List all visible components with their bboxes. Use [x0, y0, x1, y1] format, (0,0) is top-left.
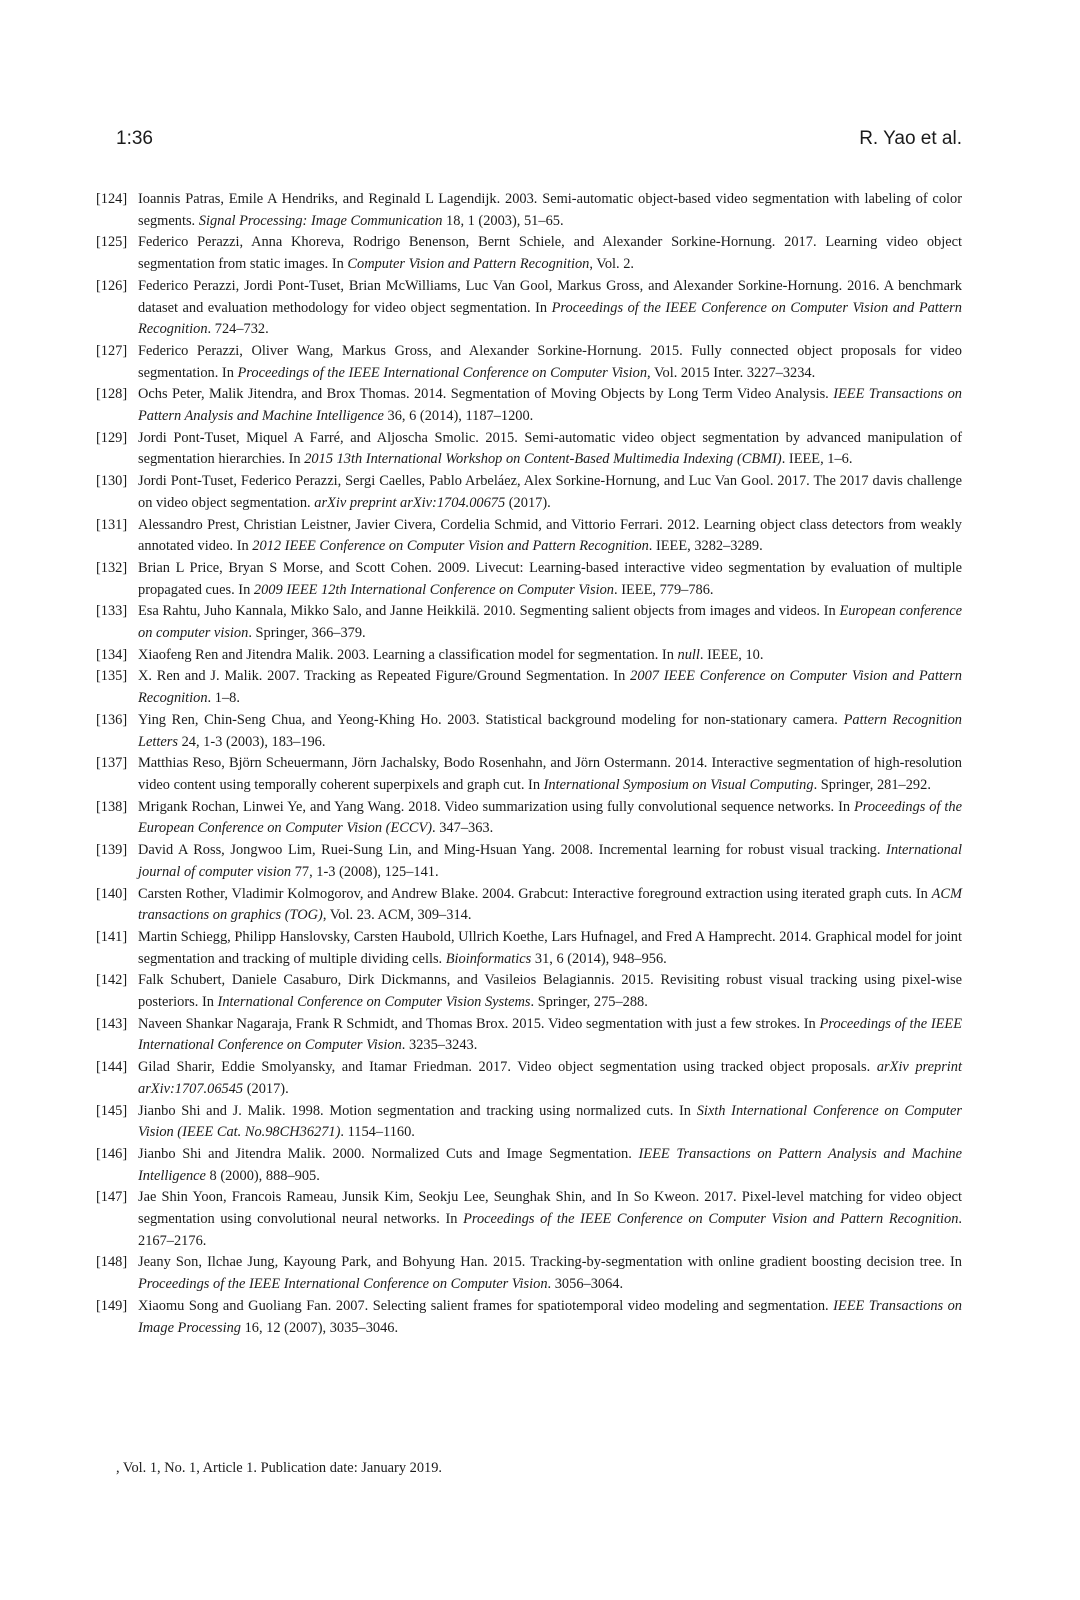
- reference-item: [96, 1144, 962, 1187]
- reference-item: [96, 1187, 962, 1252]
- reference-venue: Proceedings of the IEEE International Conference on Computer Vision: [138, 1276, 548, 1293]
- reference-item: [96, 558, 962, 601]
- reference-venue: 2012 IEEE Conference on Computer Vision and Pattern Recognition: [252, 538, 649, 555]
- reference-text: Jae Shin Yoon, Francois Rameau, Junsik Kim, Seokju Lee, Seunghak Shin, and In So Kweon. 2017. Pixel-level matching for video object segmentation using convolutional neural networks. In: [138, 1189, 962, 1228]
- reference-number: [134]: [96, 646, 128, 663]
- reference-text: Jordi Pont-Tuset, Federico Perazzi, Sergi Caelles, Pablo Arbeláez, Alex Sorkine-Hornung, and Luc Van Gool. 2017. The 2017 davis challenge on video object segmentation.: [138, 473, 962, 511]
- reference-venue: Pattern Recognition Letters: [138, 711, 962, 750]
- reference-number: [139]: [96, 842, 128, 859]
- reference-venue: ACM transactions on graphics (TOG): [138, 885, 962, 924]
- reference-details: . IEEE, 3282–3289.: [648, 538, 763, 555]
- reference-item: [96, 471, 962, 514]
- reference-details: . Springer, 366–379.: [248, 625, 366, 642]
- reference-item: [96, 927, 962, 970]
- reference-venue: IEEE Transactions on Image Processing: [138, 1297, 962, 1336]
- reference-item: [96, 797, 962, 840]
- reference-item: [96, 970, 962, 1013]
- reference-details: . IEEE, 10.: [699, 646, 764, 663]
- reference-text: Ying Ren, Chin-Seng Chua, and Yeong-Khing Ho. 2003. Statistical background modeling for non-stationary camera.: [138, 711, 844, 728]
- reference-details: . 2167–2176.: [138, 1211, 963, 1249]
- reference-venue: Computer Vision and Pattern Recognition: [347, 256, 590, 273]
- reference-number: [132]: [96, 559, 128, 576]
- reference-text: Naveen Shankar Nagaraja, Frank R Schmidt, and Thomas Brox. 2015. Video segmentation with just a few strokes. In: [138, 1015, 820, 1032]
- reference-text: David A Ross, Jongwoo Lim, Ruei-Sung Lin, and Ming-Hsuan Yang. 2008. Incremental learning for robust visual tracking.: [138, 842, 887, 859]
- reference-text: Jeany Son, Ilchae Jung, Kayoung Park, and Bohyung Han. 2015. Tracking-by-segmentation with online gradient boosting decision tree. In: [138, 1254, 962, 1271]
- reference-item: [96, 428, 962, 471]
- reference-number: [144]: [96, 1059, 128, 1076]
- reference-venue: Signal Processing: Image Communication: [198, 212, 443, 229]
- reference-venue: International journal of computer vision: [138, 842, 962, 880]
- reference-venue: 2007 IEEE Conference on Computer Vision and Pattern Recognition: [138, 668, 962, 707]
- reference-venue: European conference on computer vision: [138, 603, 962, 642]
- reference-item: [96, 1057, 962, 1100]
- running-authors: R. Yao et al.: [859, 128, 962, 149]
- reference-number: [135]: [96, 668, 128, 685]
- reference-text: Jianbo Shi and J. Malik. 1998. Motion segmentation and tracking using normalized cuts. In: [138, 1102, 697, 1119]
- reference-number: [140]: [96, 885, 128, 902]
- reference-number: [143]: [96, 1015, 128, 1032]
- reference-item: [96, 1252, 962, 1295]
- reference-text: Matthias Reso, Björn Scheuermann, Jörn Jachalsky, Bodo Rosenhahn, and Jörn Ostermann. 2014. Interactive segmentation of high-resolution video content using temporally coherent superpixels and graph cut. In: [138, 755, 962, 793]
- page-number: 1:36: [116, 128, 153, 149]
- reference-number: [129]: [96, 429, 128, 446]
- reference-item: [96, 384, 962, 427]
- reference-details: . 347–363.: [432, 820, 494, 837]
- reference-item: [96, 189, 962, 232]
- reference-number: [148]: [96, 1254, 128, 1271]
- reference-text: Jianbo Shi and Jitendra Malik. 2000. Normalized Cuts and Image Segmentation.: [138, 1145, 639, 1162]
- reference-details: (2017).: [243, 1080, 289, 1097]
- reference-item: [96, 601, 962, 644]
- reference-venue: Sixth International Conference on Computer Vision (IEEE Cat. No.98CH36271): [138, 1102, 962, 1141]
- reference-venue: Proceedings of the IEEE International Conference on Computer Vision: [237, 364, 648, 381]
- reference-details: . IEEE, 1–6.: [781, 451, 853, 468]
- reference-details: 24, 1-3 (2003), 183–196.: [177, 733, 326, 750]
- reference-item: [96, 840, 962, 883]
- reference-venue: 2015 13th International Workshop on Content-Based Multimedia Indexing (CBMI): [304, 451, 782, 468]
- reference-venue: arXiv preprint arXiv:1707.06545: [138, 1059, 962, 1097]
- reference-item: [96, 1296, 962, 1339]
- reference-number: [131]: [96, 516, 128, 533]
- reference-number: [147]: [96, 1189, 128, 1206]
- reference-text: Ioannis Patras, Emile A Hendriks, and Reginald L Lagendijk. 2003. Semi-automatic object-based video segmentation with labeling of color segments.: [138, 191, 962, 229]
- reference-item: [96, 753, 962, 796]
- reference-text: X. Ren and J. Malik. 2007. Tracking as Repeated Figure/Ground Segmentation. In: [138, 668, 631, 685]
- reference-details: . 3056–3064.: [547, 1276, 624, 1293]
- reference-item: [96, 232, 962, 275]
- reference-number: [128]: [96, 386, 128, 403]
- reference-details: . Springer, 281–292.: [813, 776, 931, 793]
- reference-venue: 2009 IEEE 12th International Conference on Computer Vision: [253, 581, 615, 598]
- reference-number: [138]: [96, 798, 128, 815]
- reference-text: Martin Schiegg, Philipp Hanslovsky, Carsten Haubold, Ullrich Koethe, Lars Hufnagel, and Fred A Hamprecht. 2014. Graphical model for joint segmentation and tracking of multiple dividing cells.: [138, 928, 962, 967]
- reference-text: Esa Rahtu, Juho Kannala, Mikko Salo, and Janne Heikkilä. 2010. Segmenting salient objects from images and videos. In: [138, 603, 840, 620]
- reference-details: . 3235–3243.: [401, 1037, 478, 1054]
- reference-details: 8 (2000), 888–905.: [205, 1167, 320, 1184]
- reference-number: [137]: [96, 755, 128, 772]
- reference-text: Federico Perazzi, Jordi Pont-Tuset, Brian McWilliams, Luc Van Gool, Markus Gross, and Alexander Sorkine-Hornung. 2016. A benchmark dataset and evaluation methodology for video object segmentation. In: [138, 277, 962, 316]
- reference-text: Ochs Peter, Malik Jitendra, and Brox Thomas. 2014. Segmentation of Moving Objects by Long Term Video Analysis.: [138, 386, 834, 403]
- reference-venue: Proceedings of the IEEE Conference on Computer Vision and Pattern Recognition: [463, 1211, 959, 1228]
- reference-details: , Vol. 2.: [589, 256, 635, 273]
- reference-number: [149]: [96, 1297, 128, 1314]
- reference-item: [96, 1101, 962, 1144]
- reference-item: [96, 1014, 962, 1057]
- reference-number: [127]: [96, 342, 128, 359]
- reference-details: 18, 1 (2003), 51–65.: [442, 212, 564, 229]
- reference-text: Carsten Rother, Vladimir Kolmogorov, and Andrew Blake. 2004. Grabcut: Interactive foreground extraction using iterated graph cuts. In: [138, 885, 932, 902]
- reference-venue: Proceedings of the IEEE International Conference on Computer Vision: [138, 1015, 962, 1054]
- reference-details: (2017).: [505, 494, 551, 511]
- reference-details: . IEEE, 779–786.: [614, 581, 714, 598]
- reference-number: [133]: [96, 603, 128, 620]
- reference-details: 16, 12 (2007), 3035–3046.: [240, 1319, 399, 1336]
- reference-details: . Springer, 275–288.: [530, 994, 648, 1011]
- reference-text: Falk Schubert, Daniele Casaburo, Dirk Dickmanns, and Vasileios Belagiannis. 2015. Revisiting robust visual tracking using pixel-wise posteriors. In: [138, 972, 962, 1011]
- reference-number: [146]: [96, 1145, 128, 1162]
- reference-venue: Bioinformatics: [445, 950, 532, 967]
- reference-text: Xiaofeng Ren and Jitendra Malik. 2003. Learning a classification model for segmentation. In: [138, 646, 678, 663]
- reference-venue: arXiv preprint arXiv:1704.00675: [314, 494, 506, 511]
- reference-item: [96, 276, 962, 341]
- reference-text: Federico Perazzi, Oliver Wang, Markus Gross, and Alexander Sorkine-Hornung. 2015. Fully connected object proposals for video segmentation. In: [138, 342, 962, 381]
- reference-text: Gilad Sharir, Eddie Smolyansky, and Itamar Friedman. 2017. Video object segmentation using tracked object proposals.: [138, 1059, 877, 1076]
- reference-details: 31, 6 (2014), 948–956.: [531, 950, 667, 967]
- reference-item: [96, 515, 962, 558]
- reference-number: [130]: [96, 473, 128, 490]
- reference-text: Federico Perazzi, Anna Khoreva, Rodrigo Benenson, Bernt Schiele, and Alexander Sorkine-Hornung. 2017. Learning video object segmentation from static images. In: [138, 234, 962, 273]
- reference-venue: International Conference on Computer Vision Systems: [217, 994, 531, 1011]
- reference-item: [96, 645, 962, 667]
- reference-venue: Proceedings of the European Conference on Computer Vision (ECCV): [138, 798, 962, 837]
- reference-venue: Proceedings of the IEEE Conference on Computer Vision and Pattern Recognition: [138, 299, 962, 338]
- reference-number: [125]: [96, 234, 128, 251]
- reference-text: Jordi Pont-Tuset, Miquel A Farré, and Aljoscha Smolic. 2015. Semi-automatic video object segmentation by advanced manipulation of segmentation hierarchies. In: [138, 429, 962, 468]
- reference-details: . 724–732.: [207, 321, 269, 338]
- reference-details: , Vol. 23. ACM, 309–314.: [322, 907, 472, 924]
- reference-number: [142]: [96, 972, 128, 989]
- reference-venue: null: [677, 646, 700, 663]
- journal-footer: , Vol. 1, No. 1, Article 1. Publication date: January 2019.: [116, 1460, 443, 1476]
- reference-number: [124]: [96, 191, 128, 207]
- reference-item: [96, 710, 962, 753]
- reference-number: [136]: [96, 711, 128, 728]
- reference-item: [96, 666, 962, 709]
- reference-item: [96, 884, 962, 927]
- reference-venue: IEEE Transactions on Pattern Analysis and Machine Intelligence: [138, 1145, 962, 1184]
- reference-venue: IEEE Transactions on Pattern Analysis and Machine Intelligence: [138, 386, 962, 425]
- reference-list: [96, 189, 962, 1339]
- reference-number: [145]: [96, 1102, 128, 1119]
- reference-number: [141]: [96, 928, 128, 945]
- reference-number: [126]: [96, 277, 128, 294]
- reference-details: . 1–8.: [207, 690, 240, 707]
- reference-details: 77, 1-3 (2008), 125–141.: [291, 863, 439, 880]
- reference-text: Brian L Price, Bryan S Morse, and Scott Cohen. 2009. Livecut: Learning-based interactive video segmentation by evaluation of multiple propagated cues. In: [138, 559, 962, 598]
- reference-text: Alessandro Prest, Christian Leistner, Javier Civera, Cordelia Schmid, and Vittorio Ferrari. 2012. Learning object class detectors from weakly annotated video. In: [138, 516, 962, 555]
- reference-venue: International Symposium on Visual Computing: [543, 776, 814, 793]
- reference-text: Mrigank Rochan, Linwei Ye, and Yang Wang. 2018. Video summarization using fully convolutional sequence networks. In: [138, 798, 854, 815]
- reference-details: 36, 6 (2014), 1187–1200.: [383, 408, 534, 425]
- reference-details: . 1154–1160.: [340, 1124, 415, 1141]
- reference-details: , Vol. 2015 Inter. 3227–3234.: [647, 364, 816, 381]
- reference-text: Xiaomu Song and Guoliang Fan. 2007. Selecting salient frames for spatiotemporal video modeling and segmentation.: [138, 1297, 834, 1314]
- reference-item: [96, 341, 962, 384]
